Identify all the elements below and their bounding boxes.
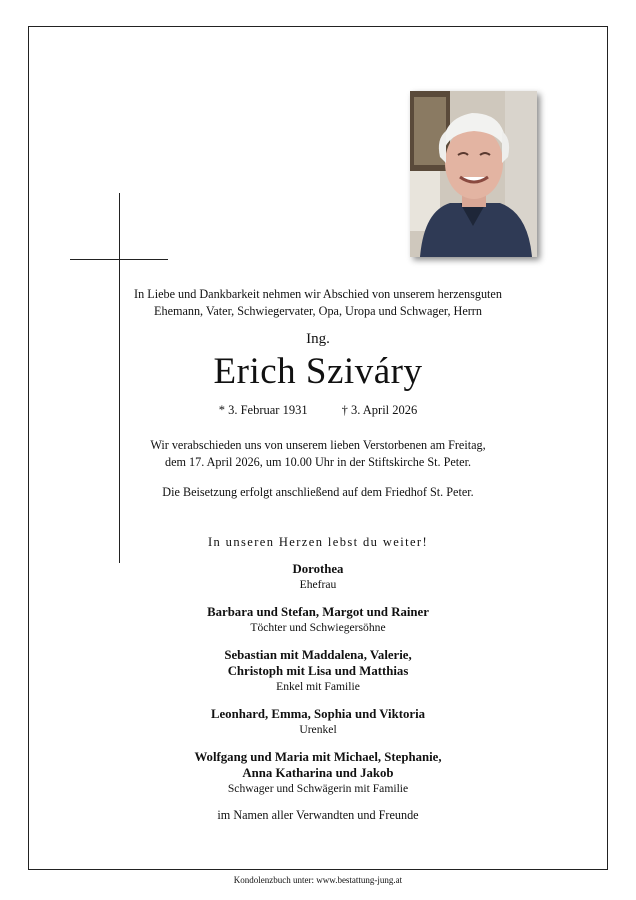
motto: In unseren Herzen lebst du weiter! xyxy=(207,535,429,549)
mourner-relation: Töchter und Schwiegersöhne xyxy=(250,621,386,634)
life-dates xyxy=(28,403,608,418)
death-date: † 3. April 2026 xyxy=(341,403,418,417)
intro-line-2: Ehemann, Vater, Schwiegervater, Opa, Uropa und Schwager, Herrn xyxy=(154,304,482,318)
birth-date: * 3. Februar 1931 xyxy=(218,403,308,417)
service-line-1: Wir verabschieden uns von unserem lieben Verstorbenen am Freitag, xyxy=(150,438,486,452)
mourner-names: Christoph mit Lisa und Matthias xyxy=(227,664,409,678)
mourner-group xyxy=(28,604,608,635)
service-info xyxy=(28,437,608,471)
service-line-2: dem 17. April 2026, um 10.00 Uhr in der Stiftskirche St. Peter. xyxy=(164,455,471,469)
deceased-title: Ing. xyxy=(306,331,330,347)
mourner-names: Sebastian mit Maddalena, Valerie, xyxy=(224,648,412,662)
deceased-name: Erich Sziváry xyxy=(213,351,423,392)
mourner-names: Dorothea xyxy=(292,562,344,576)
cross-horizontal-beam xyxy=(70,259,168,260)
mourner-relation: Ehefrau xyxy=(299,578,337,591)
intro-line-1: In Liebe und Dankbarkeit nehmen wir Abschied von unserem herzensguten xyxy=(134,287,502,301)
mourner-relation: Schwager und Schwägerin mit Familie xyxy=(227,782,409,795)
mourner-names: Anna Katharina und Jakob xyxy=(242,766,394,780)
mourners-list xyxy=(28,561,608,808)
mourner-group xyxy=(28,749,608,796)
mourner-relation: Enkel mit Familie xyxy=(276,680,360,693)
mourner-relation: Urenkel xyxy=(299,723,337,736)
mourner-names: Leonhard, Emma, Sophia und Viktoria xyxy=(210,707,426,721)
intro-text xyxy=(28,286,608,320)
condolence-footer: Kondolenzbuch unter: www.bestattung-jung.at xyxy=(233,875,403,885)
mourner-names: Wolfgang und Maria mit Michael, Stephanie, xyxy=(194,750,442,764)
mourner-group xyxy=(28,647,608,694)
mourner-names: Barbara und Stefan, Margot und Rainer xyxy=(207,605,429,619)
mourner-group xyxy=(28,561,608,592)
mourner-group xyxy=(28,706,608,737)
portrait-photo xyxy=(410,91,537,257)
closing-text: im Namen aller Verwandten und Freunde xyxy=(217,808,419,822)
burial-info: Die Beisetzung erfolgt anschließend auf dem Friedhof St. Peter. xyxy=(162,485,474,499)
